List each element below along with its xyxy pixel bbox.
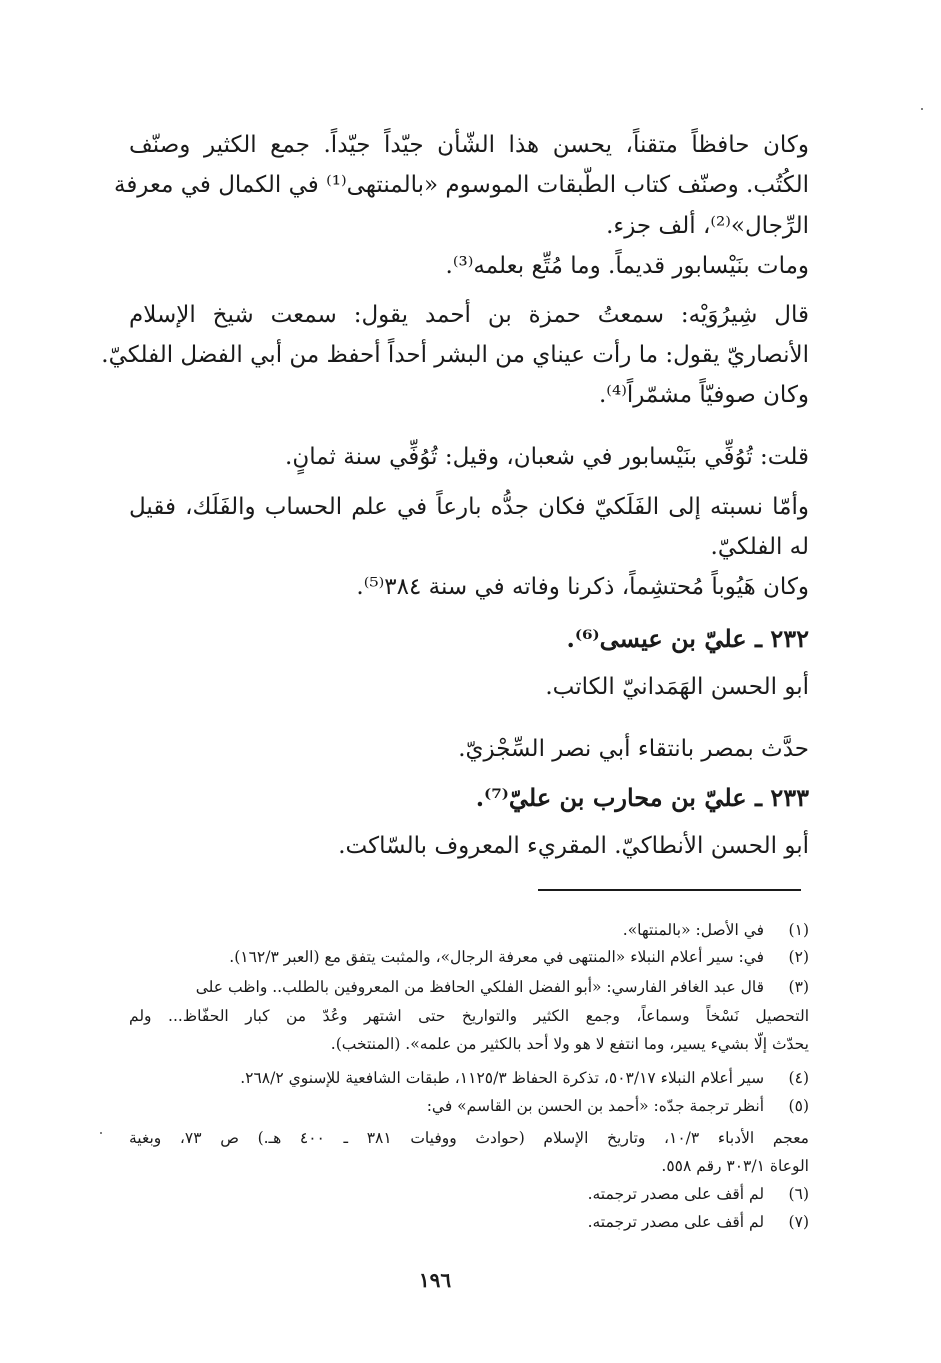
- footnote-5-continuation: معجم الأدباء ١٠/٣، وتاريخ الإسلام (حوادث ووفيات ٣٨١ ـ ٤٠٠ هـ.) ص ٧٣، وبغية: [129, 1129, 809, 1147]
- body-line: الأنصاريّ يقول: ما رأت عيناي من البشر أحداً أحفظ من أبي الفضل الفلكيّ.: [101, 342, 809, 368]
- footnote-number: (٧): [788, 1213, 809, 1231]
- footnote-number: (٤): [788, 1069, 809, 1087]
- footnote-5-continuation: الوعاة ٣٠٣/١ رقم ٥٥٨.: [661, 1157, 809, 1175]
- footnote-3: [196, 975, 809, 999]
- body-line: وأمّا نسبته إلى الفَلَكيّ فكان جدُّه بارعاً في علم الحساب والفَلَك، فقيل: [129, 494, 809, 520]
- footnote-text: في الأصل: «بالمنتها».: [622, 921, 765, 939]
- footnote-text: لم أقف على مصدر ترجمته.: [587, 1213, 765, 1231]
- footnote-text: أنظر ترجمة جدّه: «أحمد بن الحسن بن القاسم» في:: [426, 1097, 765, 1115]
- page-number: ١٩٦: [418, 1268, 452, 1292]
- entry-232-line: حدَّث بمصر بانتقاء أبي نصر السِّجْزيّ.: [458, 736, 809, 762]
- scan-speck: [921, 108, 923, 110]
- footnote-number: (٦): [788, 1185, 809, 1203]
- footnote-2: [229, 945, 809, 969]
- entry-232-line: أبو الحسن الهَمَدانيّ الكاتب.: [545, 674, 809, 700]
- body-line: الكُتُب. وصنّف كتاب الطّبقات الموسوم «بالمنتهى⁽¹⁾ في الكمال في معرفة: [113, 172, 809, 198]
- footnote-number: (٢): [788, 948, 809, 966]
- footnote-5: [427, 1094, 809, 1118]
- footnote-1: [623, 918, 809, 942]
- entry-232-heading: ٢٣٢ ـ عليّ بن عيسى⁽⁶⁾.: [566, 624, 809, 653]
- footnote-6: [588, 1182, 809, 1206]
- entry-233-line: أبو الحسن الأنطاكيّ. المقريء المعروف بالسّاكت.: [338, 833, 809, 859]
- body-line: وكان حافظاً متقناً، يحسن هذا الشّأن جيّداً جيّداً. جمع الكثير وصنّف: [129, 132, 809, 158]
- entry-233-heading: ٢٣٣ ـ عليّ بن محارب بن عليّ⁽⁷⁾.: [475, 783, 809, 812]
- footnote-number: (١): [788, 921, 809, 939]
- footnote-3-continuation: يحدّث إلّا بشيء يسير، وما انتفع لا هو ولا أحد بالكثير من علمه». (المنتخب).: [330, 1035, 809, 1053]
- footnote-7: [588, 1210, 809, 1234]
- body-line: وكان صوفيّاً مشمّراً⁽⁴⁾.: [599, 382, 809, 408]
- footnote-separator: [538, 889, 801, 891]
- footnote-3-continuation: التحصيل نَسْخاً وسماعاً، وجمع الكثير والتواريخ حتى اشتهر وعُدّ من كبار الحفّاظ... ولم: [129, 1007, 809, 1025]
- body-line: الرِّجال»⁽²⁾، ألف جزء.: [606, 213, 809, 239]
- body-line: قال شِيرُوَيْه: سمعتُ حمزة بن أحمد يقول: سمعت شيخ الإسلام: [129, 302, 809, 328]
- body-line: قلت: تُوُفِّي بنَيْسابور في شعبان، وقيل: تُوُفِّي سنة ثمانٍ.: [285, 444, 809, 470]
- footnote-number: (٣): [788, 978, 809, 996]
- footnote-text: في: سير أعلام النبلاء «المنتهى في معرفة الرجال»، والمثبت يتفق مع (العبر ١٦٢/٣).: [229, 948, 765, 966]
- footnote-4: [240, 1066, 809, 1090]
- footnote-text: قال عبد الغافر الفارسي: «أبو الفضل الفلكي الحافظ من المعروفين بالطلب.. واظب على: [195, 978, 765, 996]
- scan-speck: [100, 1132, 102, 1134]
- footnote-number: (٥): [788, 1097, 809, 1115]
- body-line: وكان هَيُوباً مُحتشِماً، ذكرنا وفاته في سنة ٣٨٤⁽⁵⁾.: [356, 574, 809, 600]
- body-line: له الفلكيّ.: [710, 534, 809, 560]
- footnote-text: سير أعلام النبلاء ٥٠٣/١٧، تذكرة الحفاظ ١١٢٥/٣، طبقات الشافعية للإسنوي ٢٦٨/٢.: [240, 1069, 765, 1087]
- footnote-text: لم أقف على مصدر ترجمته.: [587, 1185, 765, 1203]
- body-line: ومات بنَيْسابور قديماً. وما مُتِّع بعلمه⁽³⁾.: [445, 253, 809, 279]
